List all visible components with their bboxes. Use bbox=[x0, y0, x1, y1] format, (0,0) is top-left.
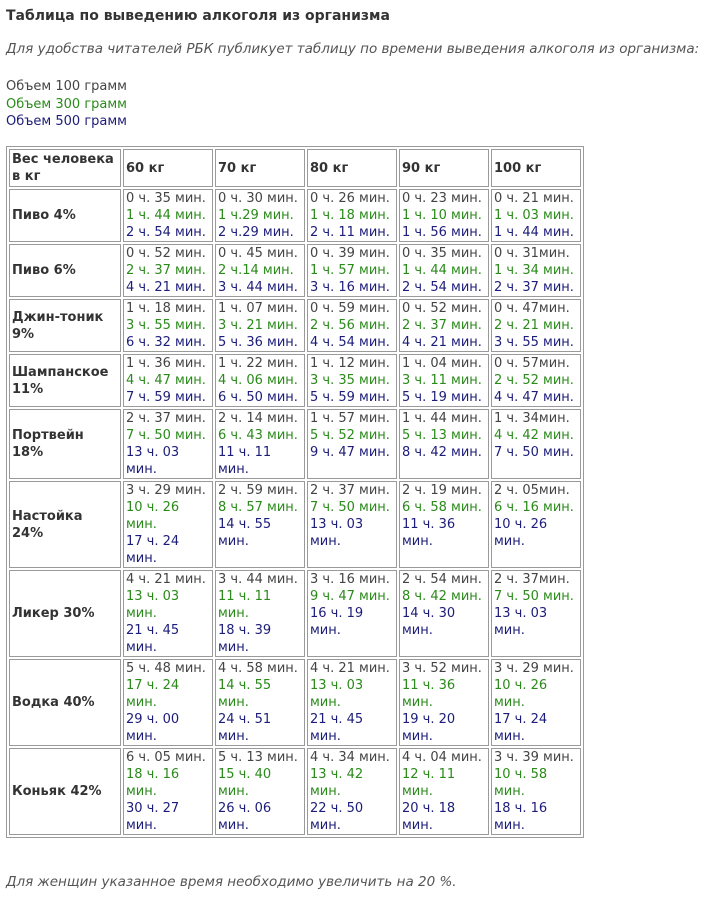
weight-header: 100 кг bbox=[491, 149, 581, 187]
table-row bbox=[9, 299, 581, 352]
drink-name: Коньяк 42% bbox=[9, 748, 121, 835]
time-cell bbox=[123, 189, 213, 242]
value-500g: 10 ч. 26 мин. bbox=[494, 517, 548, 549]
value-100g: 0 ч. 47мин. bbox=[494, 301, 570, 316]
value-300g: 3 ч. 21 мин. bbox=[218, 318, 298, 333]
value-100g: 4 ч. 21 мин. bbox=[310, 661, 390, 676]
value-100g: 0 ч. 59 мин. bbox=[310, 301, 390, 316]
value-300g: 8 ч. 57 мин. bbox=[218, 500, 298, 515]
value-500g: 4 ч. 47 мин. bbox=[494, 390, 574, 405]
table-row bbox=[9, 481, 581, 568]
value-500g: 1 ч. 56 мин. bbox=[402, 225, 482, 240]
value-100g: 1 ч. 04 мин. bbox=[402, 356, 482, 371]
value-100g: 3 ч. 16 мин. bbox=[310, 572, 390, 587]
value-500g: 18 ч. 16 мин. bbox=[494, 801, 548, 833]
time-cell bbox=[399, 481, 489, 568]
time-cell bbox=[491, 354, 581, 407]
drink-name: Ликер 30% bbox=[9, 570, 121, 657]
value-300g: 14 ч. 55 мин. bbox=[218, 678, 272, 710]
value-500g: 2 ч.29 мин. bbox=[218, 225, 294, 240]
time-cell bbox=[307, 570, 397, 657]
value-300g: 6 ч. 43 мин. bbox=[218, 428, 298, 443]
value-300g: 3 ч. 35 мин. bbox=[310, 373, 390, 388]
value-300g: 1 ч. 03 мин. bbox=[494, 208, 574, 223]
value-300g: 1 ч. 57 мин. bbox=[310, 263, 390, 278]
value-100g: 0 ч. 35 мин. bbox=[126, 191, 206, 206]
value-100g: 5 ч. 48 мин. bbox=[126, 661, 206, 676]
time-cell bbox=[123, 659, 213, 746]
legend-100g: Объем 100 грамм bbox=[6, 79, 127, 94]
legend-500g: Объем 500 грамм bbox=[6, 114, 127, 129]
value-500g: 3 ч. 55 мин. bbox=[494, 335, 574, 350]
value-100g: 6 ч. 05 мин. bbox=[126, 750, 206, 765]
time-cell bbox=[215, 481, 305, 568]
time-cell bbox=[491, 299, 581, 352]
value-500g: 18 ч. 39 мин. bbox=[218, 623, 272, 655]
value-500g: 11 ч. 36 мин. bbox=[402, 517, 456, 549]
value-500g: 19 ч. 20 мин. bbox=[402, 712, 456, 744]
value-300g: 6 ч. 58 мин. bbox=[402, 500, 482, 515]
value-100g: 4 ч. 21 мин. bbox=[126, 572, 206, 587]
time-cell bbox=[491, 748, 581, 835]
value-500g: 22 ч. 50 мин. bbox=[310, 801, 364, 833]
value-100g: 1 ч. 44 мин. bbox=[402, 411, 482, 426]
value-100g: 2 ч. 54 мин. bbox=[402, 572, 482, 587]
time-cell bbox=[399, 659, 489, 746]
value-500g: 4 ч. 54 мин. bbox=[310, 335, 390, 350]
value-500g: 8 ч. 42 мин. bbox=[402, 445, 482, 460]
header-row bbox=[9, 149, 581, 187]
value-500g: 11 ч. 11 мин. bbox=[218, 445, 272, 477]
drink-name: Пиво 4% bbox=[9, 189, 121, 242]
value-500g: 6 ч. 32 мин. bbox=[126, 335, 206, 350]
value-300g: 7 ч. 50 мин. bbox=[126, 428, 206, 443]
value-100g: 0 ч. 21 мин. bbox=[494, 191, 574, 206]
time-cell bbox=[307, 189, 397, 242]
value-500g: 5 ч. 36 мин. bbox=[218, 335, 298, 350]
value-500g: 14 ч. 30 мин. bbox=[402, 606, 456, 638]
value-300g: 13 ч. 03 мин. bbox=[310, 678, 364, 710]
time-cell bbox=[307, 354, 397, 407]
time-cell bbox=[123, 299, 213, 352]
time-cell bbox=[491, 481, 581, 568]
drink-name: Портвейн 18% bbox=[9, 409, 121, 479]
value-300g: 11 ч. 11 мин. bbox=[218, 589, 272, 621]
time-cell bbox=[123, 748, 213, 835]
value-100g: 4 ч. 04 мин. bbox=[402, 750, 482, 765]
time-cell bbox=[215, 748, 305, 835]
value-100g: 1 ч. 22 мин. bbox=[218, 356, 298, 371]
value-300g: 2 ч. 37 мин. bbox=[126, 263, 206, 278]
weight-header: 80 кг bbox=[307, 149, 397, 187]
time-cell bbox=[307, 481, 397, 568]
value-100g: 2 ч. 05мин. bbox=[494, 483, 570, 498]
value-100g: 4 ч. 58 мин. bbox=[218, 661, 298, 676]
value-500g: 7 ч. 50 мин. bbox=[494, 445, 574, 460]
time-cell bbox=[215, 299, 305, 352]
time-cell bbox=[307, 748, 397, 835]
value-300g: 9 ч. 47 мин. bbox=[310, 589, 390, 604]
alcohol-table bbox=[6, 146, 584, 838]
value-300g: 10 ч. 58 мин. bbox=[494, 767, 548, 799]
value-100g: 0 ч. 39 мин. bbox=[310, 246, 390, 261]
value-100g: 3 ч. 29 мин. bbox=[494, 661, 574, 676]
time-cell bbox=[491, 189, 581, 242]
value-100g: 0 ч. 23 мин. bbox=[402, 191, 482, 206]
value-100g: 4 ч. 34 мин. bbox=[310, 750, 390, 765]
time-cell bbox=[491, 570, 581, 657]
value-100g: 0 ч. 52 мин. bbox=[402, 301, 482, 316]
table-row bbox=[9, 570, 581, 657]
time-cell bbox=[215, 244, 305, 297]
value-100g: 1 ч. 57 мин. bbox=[310, 411, 390, 426]
value-300g: 5 ч. 52 мин. bbox=[310, 428, 390, 443]
time-cell bbox=[307, 299, 397, 352]
value-300g: 17 ч. 24 мин. bbox=[126, 678, 180, 710]
time-cell bbox=[215, 659, 305, 746]
value-500g: 4 ч. 21 мин. bbox=[402, 335, 482, 350]
value-100g: 1 ч. 07 мин. bbox=[218, 301, 298, 316]
time-cell bbox=[215, 570, 305, 657]
value-500g: 1 ч. 44 мин. bbox=[494, 225, 574, 240]
table-row bbox=[9, 748, 581, 835]
value-500g: 13 ч. 03 мин. bbox=[126, 445, 180, 477]
weight-header: 90 кг bbox=[399, 149, 489, 187]
value-300g: 1 ч.29 мин. bbox=[218, 208, 294, 223]
value-500g: 13 ч. 03 мин. bbox=[494, 606, 548, 638]
volume-legend bbox=[6, 78, 127, 131]
value-300g: 13 ч. 03 мин. bbox=[126, 589, 180, 621]
value-500g: 5 ч. 59 мин. bbox=[310, 390, 390, 405]
table-body bbox=[9, 149, 581, 835]
value-100g: 2 ч. 19 мин. bbox=[402, 483, 482, 498]
value-300g: 4 ч. 06 мин. bbox=[218, 373, 298, 388]
time-cell bbox=[123, 409, 213, 479]
value-500g: 9 ч. 47 мин. bbox=[310, 445, 390, 460]
time-cell bbox=[307, 659, 397, 746]
value-100g: 2 ч. 37 мин. bbox=[126, 411, 206, 426]
weight-header: 60 кг bbox=[123, 149, 213, 187]
value-100g: 3 ч. 44 мин. bbox=[218, 572, 298, 587]
value-300g: 10 ч. 26 мин. bbox=[494, 678, 548, 710]
time-cell bbox=[399, 409, 489, 479]
value-500g: 21 ч. 45 мин. bbox=[126, 623, 180, 655]
drink-name: Джин-тоник 9% bbox=[9, 299, 121, 352]
value-300g: 5 ч. 13 мин. bbox=[402, 428, 482, 443]
drink-name: Шампанское 11% bbox=[9, 354, 121, 407]
value-300g: 2 ч. 56 мин. bbox=[310, 318, 390, 333]
value-300g: 1 ч. 34 мин. bbox=[494, 263, 574, 278]
time-cell bbox=[307, 244, 397, 297]
value-300g: 3 ч. 11 мин. bbox=[402, 373, 482, 388]
value-500g: 21 ч. 45 мин. bbox=[310, 712, 364, 744]
value-300g: 2 ч.14 мин. bbox=[218, 263, 294, 278]
value-100g: 1 ч. 36 мин. bbox=[126, 356, 206, 371]
value-500g: 16 ч. 19 мин. bbox=[310, 606, 364, 638]
time-cell bbox=[399, 354, 489, 407]
value-300g: 8 ч. 42 мин. bbox=[402, 589, 482, 604]
time-cell bbox=[123, 570, 213, 657]
value-300g: 3 ч. 55 мин. bbox=[126, 318, 206, 333]
time-cell bbox=[399, 244, 489, 297]
value-300g: 11 ч. 36 мин. bbox=[402, 678, 456, 710]
value-100g: 3 ч. 29 мин. bbox=[126, 483, 206, 498]
time-cell bbox=[123, 354, 213, 407]
value-100g: 3 ч. 39 мин. bbox=[494, 750, 574, 765]
value-100g: 0 ч. 30 мин. bbox=[218, 191, 298, 206]
value-500g: 24 ч. 51 мин. bbox=[218, 712, 272, 744]
value-100g: 2 ч. 37мин. bbox=[494, 572, 570, 587]
value-500g: 30 ч. 27 мин. bbox=[126, 801, 180, 833]
value-100g: 0 ч. 52 мин. bbox=[126, 246, 206, 261]
value-300g: 1 ч. 44 мин. bbox=[402, 263, 482, 278]
value-500g: 6 ч. 50 мин. bbox=[218, 390, 298, 405]
footer-note: Для женщин указанное время необходимо увеличить на 20 %. bbox=[6, 874, 457, 890]
value-500g: 2 ч. 54 мин. bbox=[402, 280, 482, 295]
value-100g: 1 ч. 12 мин. bbox=[310, 356, 390, 371]
time-cell bbox=[215, 189, 305, 242]
value-500g: 2 ч. 11 мин. bbox=[310, 225, 390, 240]
value-100g: 2 ч. 14 мин. bbox=[218, 411, 298, 426]
value-100g: 5 ч. 13 мин. bbox=[218, 750, 298, 765]
value-100g: 3 ч. 52 мин. bbox=[402, 661, 482, 676]
value-500g: 13 ч. 03 мин. bbox=[310, 517, 364, 549]
value-300g: 4 ч. 42 мин. bbox=[494, 428, 574, 443]
value-300g: 1 ч. 10 мин. bbox=[402, 208, 482, 223]
value-300g: 2 ч. 21 мин. bbox=[494, 318, 574, 333]
value-300g: 7 ч. 50 мин. bbox=[494, 589, 574, 604]
time-cell bbox=[399, 189, 489, 242]
value-300g: 2 ч. 52 мин. bbox=[494, 373, 574, 388]
time-cell bbox=[491, 409, 581, 479]
page-title: Таблица по выведению алкоголя из организма bbox=[6, 8, 390, 24]
time-cell bbox=[123, 244, 213, 297]
table-row bbox=[9, 244, 581, 297]
drink-name: Пиво 6% bbox=[9, 244, 121, 297]
value-300g: 4 ч. 47 мин. bbox=[126, 373, 206, 388]
value-300g: 7 ч. 50 мин. bbox=[310, 500, 390, 515]
value-100g: 0 ч. 26 мин. bbox=[310, 191, 390, 206]
value-500g: 3 ч. 44 мин. bbox=[218, 280, 298, 295]
value-500g: 2 ч. 54 мин. bbox=[126, 225, 206, 240]
value-500g: 20 ч. 18 мин. bbox=[402, 801, 456, 833]
value-500g: 29 ч. 00 мин. bbox=[126, 712, 180, 744]
value-300g: 6 ч. 16 мин. bbox=[494, 500, 574, 515]
value-300g: 2 ч. 37 мин. bbox=[402, 318, 482, 333]
value-300g: 1 ч. 44 мин. bbox=[126, 208, 206, 223]
value-500g: 17 ч. 24 мин. bbox=[126, 534, 180, 566]
drink-name: Водка 40% bbox=[9, 659, 121, 746]
value-300g: 1 ч. 18 мин. bbox=[310, 208, 390, 223]
time-cell bbox=[215, 409, 305, 479]
time-cell bbox=[215, 354, 305, 407]
time-cell bbox=[399, 570, 489, 657]
table-row bbox=[9, 409, 581, 479]
value-100g: 0 ч. 57мин. bbox=[494, 356, 570, 371]
table-row bbox=[9, 189, 581, 242]
time-cell bbox=[399, 299, 489, 352]
value-300g: 13 ч. 42 мин. bbox=[310, 767, 364, 799]
value-100g: 0 ч. 31мин. bbox=[494, 246, 570, 261]
value-500g: 3 ч. 16 мин. bbox=[310, 280, 390, 295]
intro-text: Для удобства читателей РБК публикует таблицу по времени выведения алкоголя из организма: bbox=[6, 41, 700, 57]
drink-name: Настойка 24% bbox=[9, 481, 121, 568]
table-row bbox=[9, 659, 581, 746]
value-100g: 0 ч. 45 мин. bbox=[218, 246, 298, 261]
value-500g: 26 ч. 06 мин. bbox=[218, 801, 272, 833]
value-300g: 15 ч. 40 мин. bbox=[218, 767, 272, 799]
time-cell bbox=[491, 244, 581, 297]
value-500g: 5 ч. 19 мин. bbox=[402, 390, 482, 405]
time-cell bbox=[123, 481, 213, 568]
value-100g: 0 ч. 35 мин. bbox=[402, 246, 482, 261]
time-cell bbox=[307, 409, 397, 479]
value-300g: 18 ч. 16 мин. bbox=[126, 767, 180, 799]
time-cell bbox=[399, 748, 489, 835]
time-cell bbox=[491, 659, 581, 746]
value-300g: 10 ч. 26 мин. bbox=[126, 500, 180, 532]
value-500g: 14 ч. 55 мин. bbox=[218, 517, 272, 549]
corner-header: Вес человека в кг bbox=[9, 149, 121, 187]
value-500g: 17 ч. 24 мин. bbox=[494, 712, 548, 744]
value-100g: 1 ч. 34мин. bbox=[494, 411, 570, 426]
table-row bbox=[9, 354, 581, 407]
value-500g: 2 ч. 37 мин. bbox=[494, 280, 574, 295]
value-500g: 7 ч. 59 мин. bbox=[126, 390, 206, 405]
value-100g: 2 ч. 37 мин. bbox=[310, 483, 390, 498]
weight-header: 70 кг bbox=[215, 149, 305, 187]
value-500g: 4 ч. 21 мин. bbox=[126, 280, 206, 295]
value-100g: 1 ч. 18 мин. bbox=[126, 301, 206, 316]
value-100g: 2 ч. 59 мин. bbox=[218, 483, 298, 498]
legend-300g: Объем 300 грамм bbox=[6, 96, 127, 112]
value-300g: 12 ч. 11 мин. bbox=[402, 767, 456, 799]
